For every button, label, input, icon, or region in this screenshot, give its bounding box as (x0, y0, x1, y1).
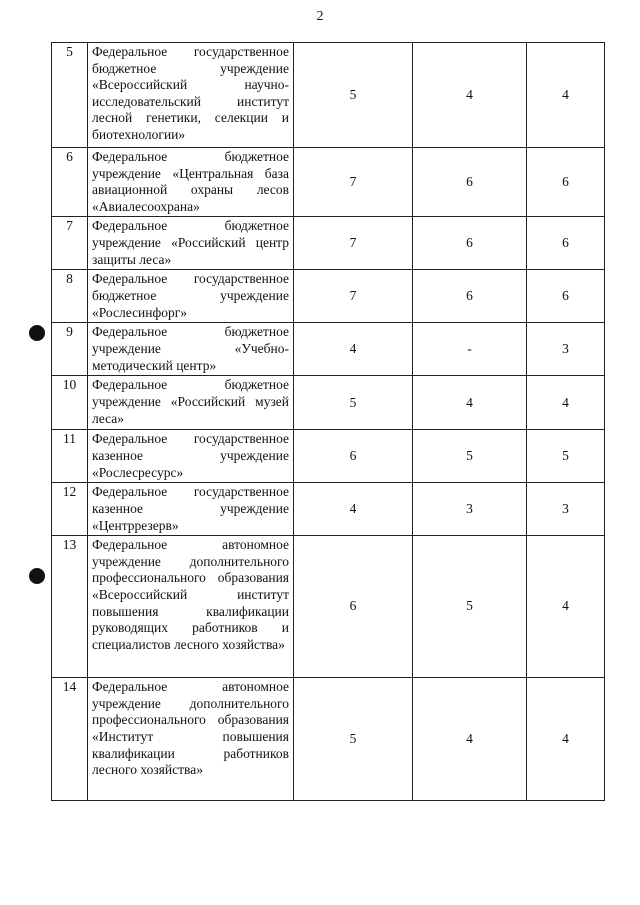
organization-name-text: Федеральное государственное казенное учреждение «Центррезерв» (92, 484, 289, 533)
value-col-3: 6 (527, 270, 605, 323)
row-number: 8 (52, 270, 88, 323)
value-col-2: 4 (413, 43, 527, 148)
organization-name (88, 678, 294, 801)
organizations-table (51, 42, 605, 801)
table-row (52, 678, 605, 801)
organization-name-text: Федеральное государственное казенное учреждение «Рослесресурс» (92, 431, 289, 480)
row-number: 10 (52, 376, 88, 430)
organization-name-text: Федеральное автономное учреждение дополнительного профессионального образования «Институт повышения квалификации работников лесного хозяйства» (92, 679, 289, 778)
organization-name (88, 376, 294, 430)
organization-name-text: Федеральное бюджетное учреждение «Центральная база авиационной охраны лесов «Авиалесоохрана» (92, 149, 289, 214)
table-row (52, 430, 605, 483)
value-col-1: 5 (294, 678, 413, 801)
table-row (52, 483, 605, 536)
organization-name (88, 323, 294, 376)
row-number: 7 (52, 217, 88, 270)
value-col-1: 5 (294, 43, 413, 148)
row-number: 11 (52, 430, 88, 483)
table-row (52, 43, 605, 148)
punch-hole-top (29, 325, 45, 341)
organization-name-text: Федеральное государственное бюджетное учреждение «Рослесинфорг» (92, 271, 289, 320)
organization-name-text: Федеральное автономное учреждение дополнительного профессионального образования «Всероссийский институт повышения квалификации руководящих работников и специалистов лесного хозяйства» (92, 537, 289, 652)
value-col-2: - (413, 323, 527, 376)
organization-name (88, 430, 294, 483)
organization-name-text: Федеральное государственное бюджетное учреждение «Всероссийский научно-исследовательский институт лесной генетики, селекции и биотехнологии» (92, 44, 289, 142)
value-col-3: 4 (527, 376, 605, 430)
value-col-2: 6 (413, 217, 527, 270)
row-number: 12 (52, 483, 88, 536)
value-col-1: 7 (294, 148, 413, 217)
value-col-1: 7 (294, 270, 413, 323)
table-row (52, 270, 605, 323)
table-row (52, 536, 605, 678)
value-col-3: 5 (527, 430, 605, 483)
value-col-2: 6 (413, 148, 527, 217)
table-row (52, 323, 605, 376)
organization-name (88, 270, 294, 323)
row-number: 6 (52, 148, 88, 217)
row-number: 13 (52, 536, 88, 678)
value-col-2: 5 (413, 430, 527, 483)
value-col-3: 3 (527, 483, 605, 536)
page-number: 2 (316, 9, 324, 24)
row-number: 14 (52, 678, 88, 801)
value-col-1: 5 (294, 376, 413, 430)
value-col-3: 4 (527, 678, 605, 801)
table-row (52, 217, 605, 270)
value-col-1: 6 (294, 430, 413, 483)
table-row (52, 148, 605, 217)
organization-name (88, 43, 294, 148)
organization-name-text: Федеральное бюджетное учреждение «Российский музей леса» (92, 377, 289, 426)
organization-name (88, 483, 294, 536)
table-row (52, 376, 605, 430)
table-body (52, 43, 605, 801)
value-col-2: 3 (413, 483, 527, 536)
value-col-3: 3 (527, 323, 605, 376)
organization-name (88, 536, 294, 678)
value-col-3: 6 (527, 217, 605, 270)
row-number: 9 (52, 323, 88, 376)
organization-name (88, 217, 294, 270)
value-col-1: 4 (294, 483, 413, 536)
organization-name-text: Федеральное бюджетное учреждение «Учебно-методический центр» (92, 324, 289, 373)
punch-hole-bottom (29, 568, 45, 584)
value-col-2: 5 (413, 536, 527, 678)
value-col-1: 4 (294, 323, 413, 376)
value-col-3: 4 (527, 536, 605, 678)
organization-name (88, 148, 294, 217)
value-col-1: 7 (294, 217, 413, 270)
value-col-2: 6 (413, 270, 527, 323)
value-col-1: 6 (294, 536, 413, 678)
organization-name-text: Федеральное бюджетное учреждение «Российский центр защиты леса» (92, 218, 289, 267)
row-number: 5 (52, 43, 88, 148)
value-col-3: 4 (527, 43, 605, 148)
value-col-3: 6 (527, 148, 605, 217)
value-col-2: 4 (413, 376, 527, 430)
value-col-2: 4 (413, 678, 527, 801)
